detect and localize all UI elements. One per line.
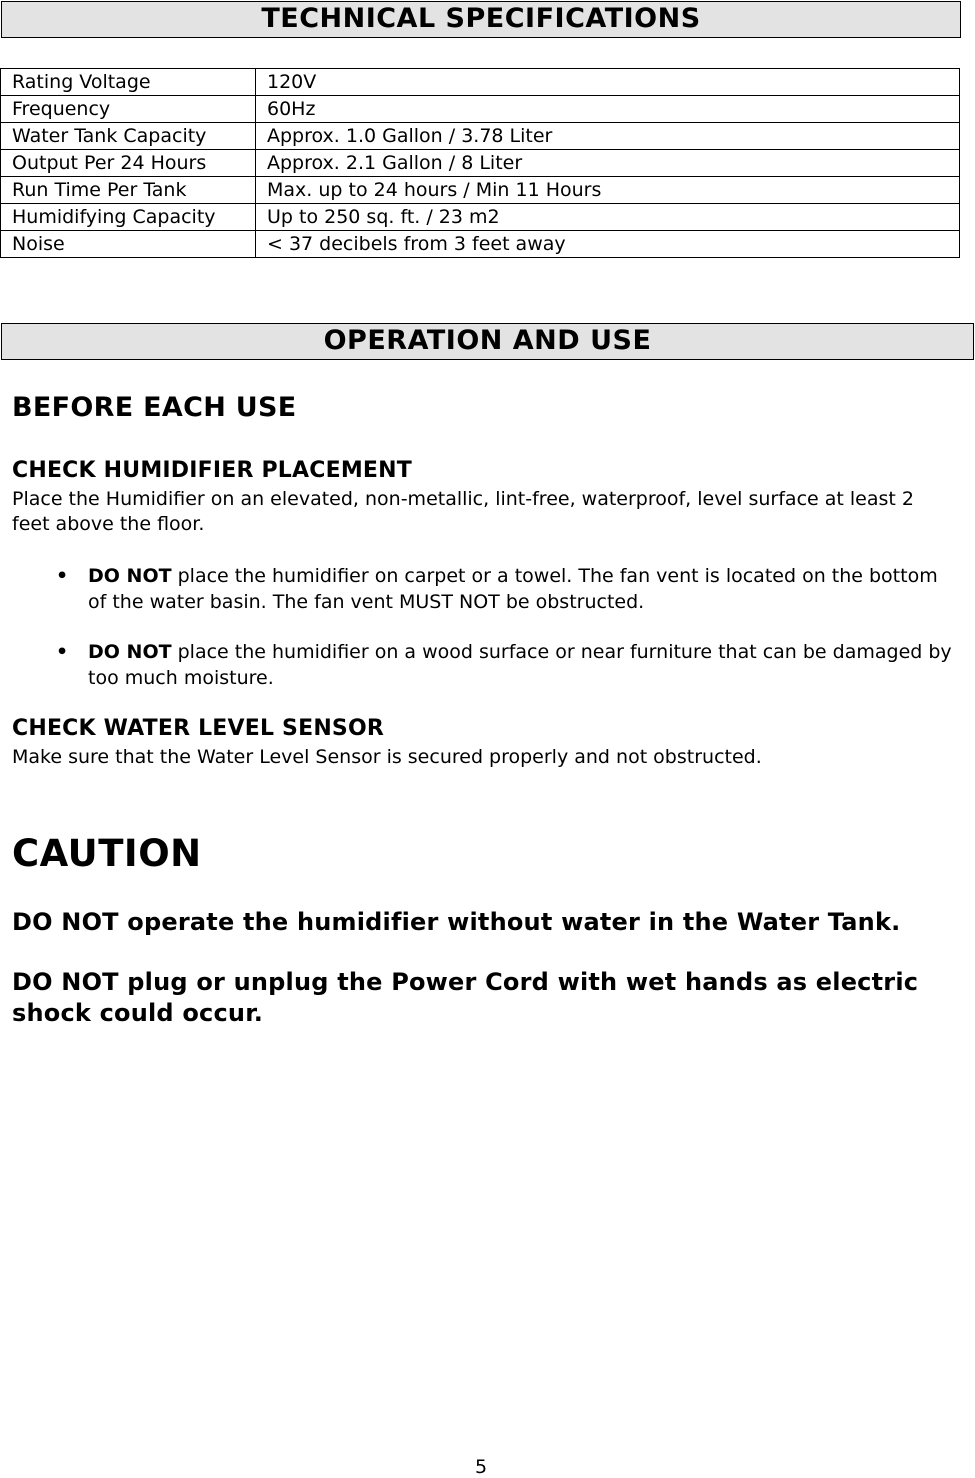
spec-value: Max. up to 24 hours / Min 11 Hours — [256, 177, 960, 204]
list-item — [56, 563, 956, 615]
table-row — [1, 96, 960, 123]
caution-warning: DO NOT plug or unplug the Power Cord with wet hands as electric shock could occur. — [12, 968, 919, 1027]
table-row — [1, 123, 960, 150]
list-item — [56, 639, 956, 691]
before-each-use-heading: BEFORE EACH USE — [12, 392, 297, 423]
bullet-text: place the humidifier on carpet or a towel. The fan vent is located on the bottom of the water basin. The fan vent MUST NOT be obstructed. — [88, 565, 938, 613]
table-row — [1, 69, 960, 96]
table-row — [1, 150, 960, 177]
sensor-heading: CHECK WATER LEVEL SENSOR — [12, 716, 385, 741]
bullet-marker: • — [56, 641, 69, 663]
spec-label: Noise — [1, 231, 256, 258]
table-row — [1, 177, 960, 204]
spec-label: Frequency — [1, 96, 256, 123]
table-row — [1, 231, 960, 258]
placement-text: Place the Humidifier on an elevated, non-metallic, lint-free, waterproof, level surface at least 2 feet above the floor. — [12, 488, 914, 535]
bullet-text: place the humidifier on a wood surface or near furniture that can be damaged by too much moisture. — [88, 641, 952, 689]
caution-warning: DO NOT operate the humidifier without water in the Water Tank. — [12, 908, 901, 936]
spec-value: Approx. 2.1 Gallon / 8 Liter — [256, 150, 960, 177]
spec-value: Up to 250 sq. ft. / 23 m2 — [256, 204, 960, 231]
spec-value: Approx. 1.0 Gallon / 3.78 Liter — [256, 123, 960, 150]
caution-heading: CAUTION — [12, 832, 202, 875]
sensor-text: Make sure that the Water Level Sensor is secured properly and not obstructed. — [12, 746, 762, 768]
spec-label: Rating Voltage — [1, 69, 256, 96]
spec-label: Run Time Per Tank — [1, 177, 256, 204]
spec-label: Humidifying Capacity — [1, 204, 256, 231]
bullet-lead: DO NOT — [88, 565, 172, 587]
spec-label: Output Per 24 Hours — [1, 150, 256, 177]
bullet-lead: DO NOT — [88, 641, 172, 663]
spec-value: < 37 decibels from 3 feet away — [256, 231, 960, 258]
spec-value: 120V — [256, 69, 960, 96]
table-row — [1, 204, 960, 231]
placement-heading: CHECK HUMIDIFIER PLACEMENT — [12, 458, 412, 483]
tech-spec-heading: TECHNICAL SPECIFICATIONS — [1, 1, 961, 38]
page-number: 5 — [474, 1456, 488, 1478]
operation-heading: OPERATION AND USE — [1, 323, 974, 360]
spec-value: 60Hz — [256, 96, 960, 123]
spec-label: Water Tank Capacity — [1, 123, 256, 150]
bullet-marker: • — [56, 565, 69, 587]
spec-table — [0, 68, 960, 258]
